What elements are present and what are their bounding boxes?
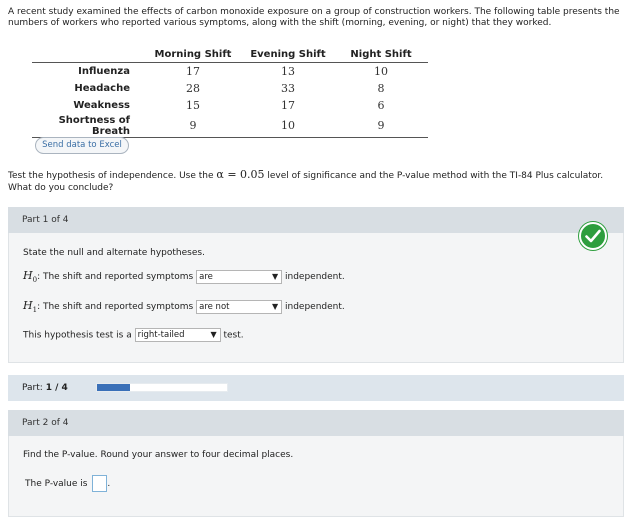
table-cell: 33: [281, 81, 295, 95]
row-label: Headache: [74, 82, 130, 94]
table-cell: 13: [281, 64, 295, 78]
question-text-end: level of significance and the P-value method with the TI-84 Plus calculator. What do you conclude?: [8, 171, 604, 193]
test-selected-value: right-tailed: [137, 330, 185, 340]
p-value-label: The P-value is: [25, 479, 88, 489]
table-cell: 10: [242, 115, 334, 138]
table-header-cell: Night Shift: [334, 48, 428, 62]
table-header-row: [32, 48, 428, 62]
table-header-cell: [32, 48, 144, 62]
table-cell: 9: [144, 115, 242, 138]
table-row: [32, 97, 428, 115]
row-label: Influenza: [78, 65, 130, 77]
triangle-down-icon: ▼: [271, 301, 279, 311]
h0-suffix: independent.: [284, 272, 345, 282]
test-suffix: test.: [223, 330, 244, 341]
h1-symbol: $H_1$: [23, 299, 38, 315]
part-1-header: Part 1 of 4: [8, 207, 624, 233]
check-circle-icon: [579, 222, 607, 250]
table-cell: 17: [281, 99, 295, 113]
table-cell: 8: [377, 81, 385, 95]
part-2-body: [8, 436, 624, 517]
send-to-excel-button[interactable]: Send data to Excel: [35, 137, 129, 154]
h0-selected-value: are: [199, 271, 213, 282]
part-2-header: Part 2 of 4: [8, 410, 624, 436]
table-cell: 15: [186, 99, 200, 113]
test-text: This hypothesis test is a: [23, 330, 132, 341]
part-2-instruction: Find the P-value. Round your answer to four decimal places.: [23, 450, 294, 460]
alpha-value: α = 0.05: [216, 168, 265, 181]
progress-bar-fill: [97, 384, 130, 391]
h1-text: : The shift and reported symptoms: [37, 302, 194, 312]
part-1-instruction: State the null and alternate hypotheses.: [23, 248, 205, 258]
table-cell: 6: [377, 99, 385, 113]
table-row: [32, 62, 428, 80]
progress-strip: [8, 375, 624, 401]
null-hypothesis-line: [23, 269, 345, 284]
progress-bar: [96, 383, 228, 392]
question-text: [8, 169, 626, 194]
h1-selected-value: are not: [199, 301, 230, 312]
alternate-hypothesis-line: [23, 299, 345, 314]
h0-text: : The shift and reported symptoms: [37, 272, 194, 282]
table-row: [32, 80, 428, 98]
h0-dropdown[interactable]: [196, 270, 282, 284]
test-type-line: [23, 328, 244, 342]
row-label: Weakness: [73, 100, 130, 112]
table-cell: 10: [374, 64, 388, 78]
h0-symbol: $H_0$: [23, 269, 38, 285]
p-value-suffix: .: [107, 479, 111, 489]
p-value-line: [25, 475, 110, 492]
h1-dropdown[interactable]: [196, 300, 282, 314]
table-cell: 9: [334, 115, 428, 138]
symptom-shift-table: [32, 48, 428, 138]
intro-paragraph: A recent study examined the effects of carbon monoxide exposure on a group of construction workers. The following table presents the numbers of workers who reported various symptoms, along with the shift (morning, evening, or night) that they worked.: [8, 7, 620, 28]
triangle-down-icon: ▼: [271, 271, 279, 281]
table-header-cell: Evening Shift: [242, 48, 334, 62]
table-row: [32, 115, 428, 138]
row-label: Shortness of Breath: [32, 115, 144, 138]
test-type-dropdown[interactable]: [135, 328, 221, 342]
part-1-body: [8, 233, 624, 363]
table-cell: 28: [186, 81, 200, 95]
p-value-input[interactable]: [92, 475, 107, 492]
triangle-down-icon: ▼: [210, 330, 217, 339]
progress-value: 1 / 4: [45, 383, 68, 393]
progress-label: Part: 1 / 4: [22, 383, 68, 393]
table-header-cell: Morning Shift: [144, 48, 242, 62]
question-text-start: Test the hypothesis of independence. Use the: [8, 171, 217, 181]
table-cell: 17: [186, 64, 200, 78]
h1-suffix: independent.: [284, 302, 345, 312]
